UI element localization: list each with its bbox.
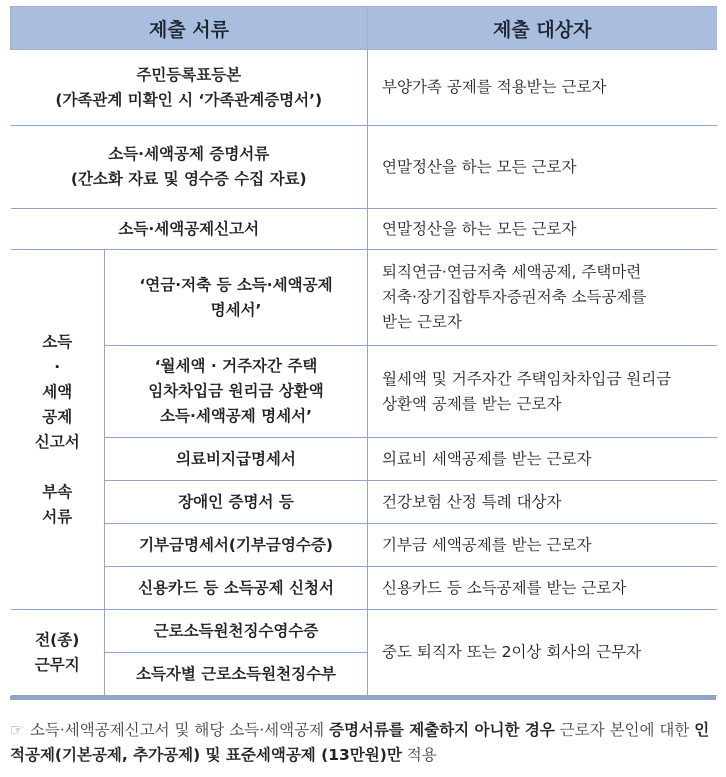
note-text: 소득·세액공제신고서 및 해당 소득·세액공제 (29, 721, 329, 739)
group-label-line: 소득 (42, 332, 73, 351)
doc-text: ‘연금·저축 등 소득·세액공제 (139, 275, 333, 294)
target-cell (368, 250, 717, 346)
table-row (11, 524, 717, 567)
table-row (11, 50, 717, 126)
target-cell (368, 346, 717, 438)
table-row (11, 610, 717, 653)
doc-text: 주민등록표등본 (136, 65, 242, 84)
table-header-row (11, 7, 717, 50)
group-label-line: 서류 (42, 507, 73, 526)
doc-cell (11, 50, 368, 126)
table-row (11, 250, 717, 346)
note-text: 근로자 본인에 대한 (554, 721, 695, 739)
target-cell: 신용카드 등 소득공제를 받는 근로자 (368, 567, 717, 610)
group-label-attached-docs (11, 250, 105, 610)
submission-documents-table (10, 6, 717, 696)
target-text: 받는 근로자 (382, 313, 462, 331)
table-row (11, 126, 717, 209)
group-label-line: 신고서 (34, 432, 80, 451)
doc-text: (간소화 자료 및 영수증 수집 자료) (70, 170, 307, 188)
note-emphasis: 증명서류를 제출하지 아니한 경우 (328, 721, 555, 739)
document-table-wrapper (10, 6, 716, 700)
doc-cell (11, 126, 368, 209)
target-text: 월세액 및 거주자간 주택임차차입금 원리금 (382, 369, 672, 388)
table-row (11, 209, 717, 250)
table-row (11, 567, 717, 610)
target-cell (368, 481, 717, 524)
target-cell: 의료비 세액공제를 받는 근로자 (368, 438, 717, 481)
note-text: 적용 (401, 746, 437, 764)
doc-text: ‘월세액 · 거주자간 주택 (154, 357, 318, 375)
target-cell: 연말정산을 하는 모든 근로자 (368, 126, 717, 209)
target-text: 상환액 공제를 받는 근로자 (382, 394, 562, 413)
table-row (11, 438, 717, 481)
group-label-line: 부속 (42, 482, 73, 501)
table-bottom-rule (10, 696, 716, 700)
target-cell: 부양가족 공제를 적용받는 근로자 (368, 50, 717, 126)
note-emphasis: 인적공제(기본공제, 추가공제) 및 표준세액공제 (13만원)만 (10, 721, 710, 764)
doc-cell: 의료비지급명세서 (105, 438, 368, 481)
doc-cell: 소득·세액공제신고서 (11, 209, 368, 250)
group-label-line: · (54, 357, 61, 376)
doc-text: (가족관계 미확인 시 ‘가족관계증명서’) (55, 90, 323, 109)
target-text: 퇴직연금·연금저축 세액공제, 주택마련 (382, 263, 642, 281)
doc-cell: 소득자별 근로소득원천징수부 (105, 653, 368, 696)
target-text: 저축·장기집합투자증권저축 소득공제를 (382, 288, 647, 306)
doc-cell: 근로소득원천징수영수증 (105, 610, 368, 653)
target-text: 건강보험 산정 특례 대상자 (382, 492, 562, 511)
footnote (10, 718, 716, 768)
doc-text: 임차차입금 원리금 상환액 (148, 382, 324, 400)
table-row (11, 481, 717, 524)
doc-cell: 장애인 증명서 등 (105, 481, 368, 524)
group-label-line: 전(종) (35, 630, 80, 649)
target-cell: 기부금 세액공제를 받는 근로자 (368, 524, 717, 567)
doc-cell: 신용카드 등 소득공제 신청서 (105, 567, 368, 610)
target-cell: 연말정산을 하는 모든 근로자 (368, 209, 717, 250)
doc-text: 소득·세액공제 명세서’ (160, 407, 312, 425)
group-label-line: 근무지 (34, 655, 80, 674)
table-row (11, 346, 717, 438)
doc-cell (105, 346, 368, 438)
doc-cell (105, 250, 368, 346)
pointing-hand-icon: ☞ (10, 721, 24, 739)
group-label-line: 공제 (42, 407, 73, 426)
doc-cell: 기부금명세서(기부금영수증) (105, 524, 368, 567)
group-label-spacer (11, 455, 105, 480)
doc-text: 소득·세액공제 증명서류 (108, 145, 270, 163)
header-target-column: 제출 대상자 (368, 7, 717, 50)
target-cell: 중도 퇴직자 또는 2이상 회사의 근무자 (368, 610, 717, 696)
group-label-previous-employer (11, 610, 105, 696)
doc-text: 명세서’ (210, 300, 262, 319)
group-label-line: 세액 (42, 382, 73, 401)
header-doc-column: 제출 서류 (11, 7, 368, 50)
